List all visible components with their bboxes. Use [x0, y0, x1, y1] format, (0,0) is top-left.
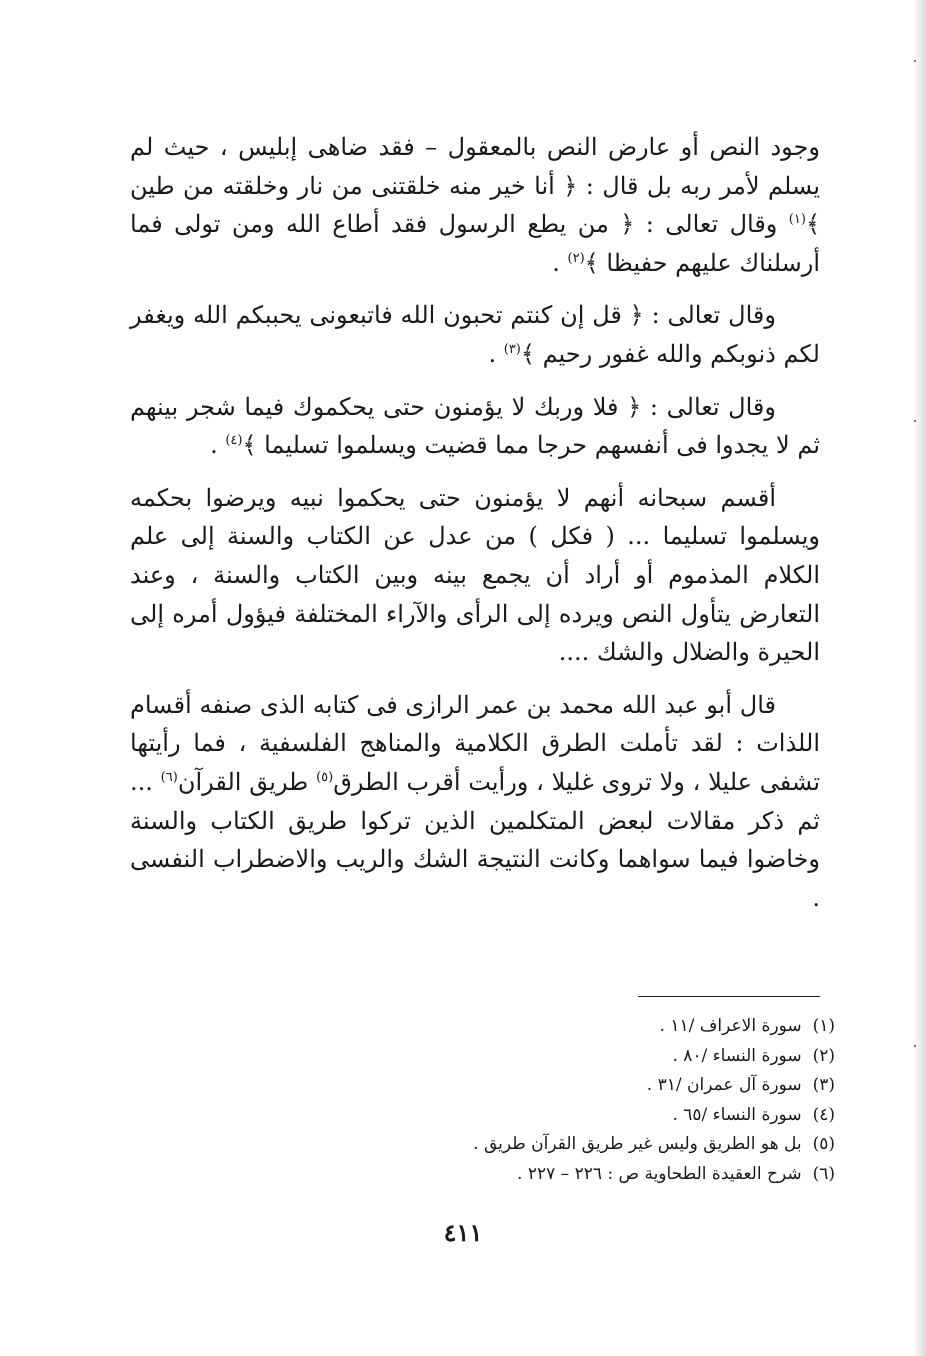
footnote-item: (٥) بل هو الطريق وليس غير طريق القرآن طريق . [473, 1134, 835, 1155]
footnotes-list [360, 1012, 835, 1190]
paragraph-4: أقسم سبحانه أنهم لا يؤمنون حتى يحكموا نبيه ويرضوا بحكمه ويسلموا تسليما ... ( فكل ) من عدل عن الكتاب والسنة إلى علم الكلام المذموم أو أراد أن يجمع بينه وبين الكتاب والسنة ، وعند التعارض يتأول النص ويرده إلى الرأى والآراء المختلفة فيؤول أمره إلى الحيرة والضلال والشك .... [130, 483, 820, 667]
paragraph-5: قال أبو عبد الله محمد بن عمر الرازى فى كتابه الذى صنفه أقسام اللذات : لقد تأملت الطرق الكلامية والمناهج الفلسفية ، فما رأيتها تشفى عليلا ، ولا تروى غليلا ، ورأيت أقرب الطرق$^{(٥)}$ طريق القرآن$^{(٦)}$ ... ثم ذكر مقالات لبعض المتكلمين الذين تركوا طريق الكتاب والسنة وخاضوا فيما سواهما وكانت النتيجة الشك والريب والاضطراب النفسى . [130, 690, 821, 912]
footnote-ref: (٣) [503, 341, 521, 357]
paragraph-2: وقال تعالى : ﴿ قل إن كنتم تحبون الله فاتبعونى يحببكم الله ويغفر لكم ذنوبكم والله غفور رحيم ﴾$^{(٣)}$ . [130, 301, 820, 368]
footnote-divider [638, 996, 820, 997]
footnote-ref: (١) [788, 212, 806, 228]
scan-speck [914, 60, 916, 62]
scan-speck [914, 420, 916, 422]
paragraph-3: وقال تعالى : ﴿ فلا وربك لا يؤمنون حتى يحكموك فيما شجر بينهم ثم لا يجدوا فى أنفسهم حرجا مما قضيت ويسلموا تسليما ﴾$^{(٤)}$ . [130, 392, 820, 460]
footnote-ref: (٤) [225, 433, 243, 449]
main-text [130, 128, 820, 931]
scan-speck [914, 1045, 916, 1047]
footnote-item: (٤) سورة النساء /٦٥ . [672, 1104, 835, 1125]
footnote-ref: (٦) [160, 769, 178, 785]
footnote-ref: (٢) [567, 250, 585, 266]
footnote-ref: (٥) [316, 769, 334, 785]
page-number: ٤١١ [443, 1218, 483, 1247]
footnote-item: (٢) سورة النساء /٨٠ . [672, 1045, 835, 1066]
paragraph-1: وجود النص أو عارض النص بالمعقول – فقد ضاهى إبليس ، حيث لم يسلم لأمر ربه بل قال : ﴿ أنا خير منه خلقتنى من نار وخلقته من طين ﴾$^{(١)}$ وقال تعالى : ﴿ من يطع الرسول فقد أطاع الله ومن تولى فما أرسلناك عليهم حفيظا ﴾$^{(٢)}$ . [130, 133, 820, 277]
footnote-item: (١) سورة الاعراف /١١ . [659, 1016, 835, 1036]
footnote-item: (٣) سورة آل عمران /٣١ . [646, 1075, 835, 1096]
page-edge-shadow [896, 0, 926, 1356]
footnote-item: (٦) شرح العقيدة الطحاوية ص : ٢٢٦ – ٢٢٧ . [517, 1163, 835, 1184]
